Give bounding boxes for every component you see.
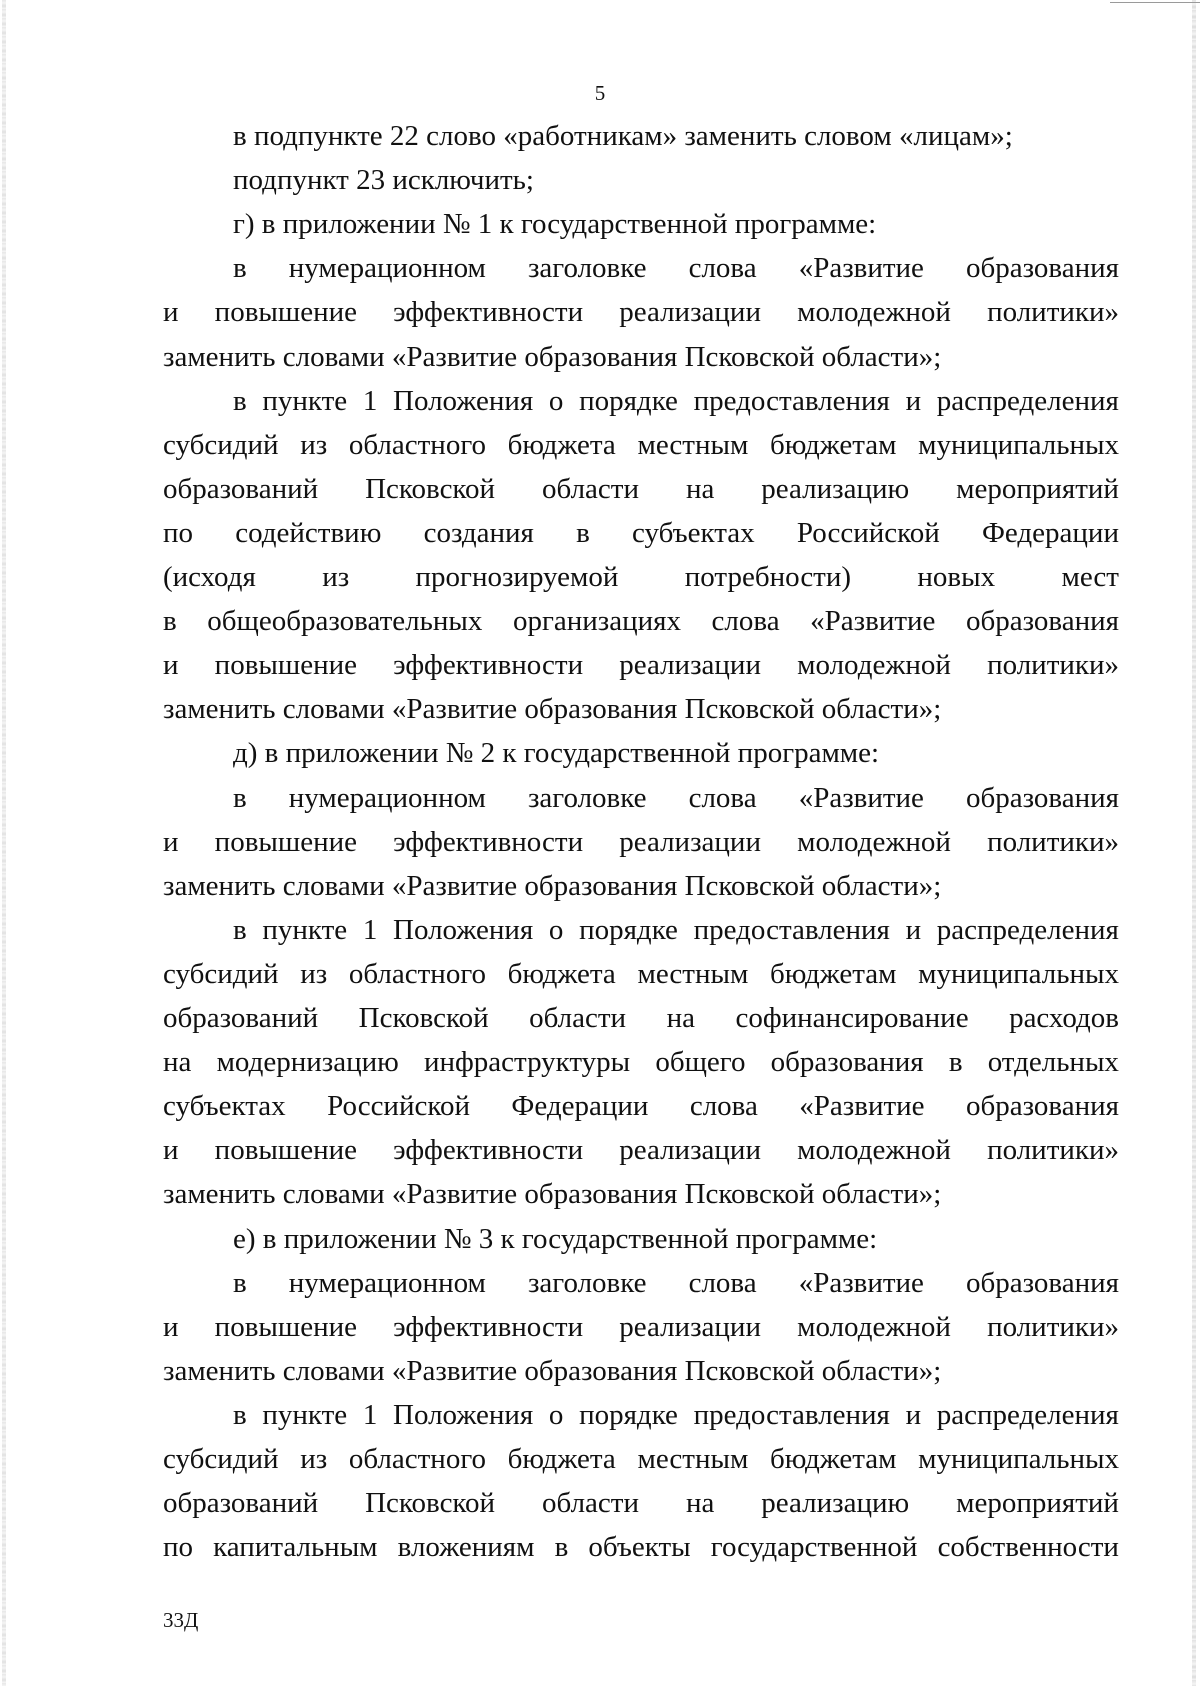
text-line: субъектах Российской Федерации слова «Развитие образования	[163, 1090, 1119, 1122]
text-line: и повышение эффективности реализации молодежной политики»	[163, 1134, 1119, 1166]
text-line: субсидий из областного бюджета местным бюджетам муниципальных	[163, 429, 1119, 461]
text-line: д) в приложении № 2 к государственной программе:	[233, 737, 880, 769]
text-line: заменить словами «Развитие образования Псковской области»;	[163, 1355, 942, 1387]
text-line: заменить словами «Развитие образования Псковской области»;	[163, 341, 942, 373]
text-line: заменить словами «Развитие образования Псковской области»;	[163, 870, 942, 902]
text-line: в пункте 1 Положения о порядке предоставления и распределения	[233, 1399, 1119, 1431]
text-line: образований Псковской области на реализацию мероприятий	[163, 473, 1119, 505]
text-line: в подпункте 22 слово «работникам» заменить словом «лицам»;	[233, 120, 1013, 152]
text-line: (исходя из прогнозируемой потребности) новых мест	[163, 561, 1119, 593]
text-line: субсидий из областного бюджета местным бюджетам муниципальных	[163, 1443, 1119, 1475]
text-line: и повышение эффективности реализации молодежной политики»	[163, 296, 1119, 328]
footer-code: 33Д	[163, 1608, 199, 1632]
page-number: 5	[594, 81, 606, 105]
text-line: образований Псковской области на софинансирование расходов	[163, 1002, 1119, 1034]
text-line: в пункте 1 Положения о порядке предоставления и распределения	[233, 914, 1119, 946]
text-line: и повышение эффективности реализации молодежной политики»	[163, 649, 1119, 681]
text-line: и повышение эффективности реализации молодежной политики»	[163, 826, 1119, 858]
text-line: в нумерационном заголовке слова «Развитие образования	[233, 1267, 1119, 1299]
text-line: по содействию создания в субъектах Российской Федерации	[163, 517, 1119, 549]
scan-edge-left	[2, 0, 6, 1686]
text-line: г) в приложении № 1 к государственной программе:	[233, 208, 877, 240]
scan-edge-right	[1192, 0, 1196, 1686]
text-line: заменить словами «Развитие образования Псковской области»;	[163, 1178, 942, 1210]
text-line: и повышение эффективности реализации молодежной политики»	[163, 1311, 1119, 1343]
text-line: по капитальным вложениям в объекты государственной собственности	[163, 1531, 1119, 1563]
text-line: в нумерационном заголовке слова «Развитие образования	[233, 782, 1119, 814]
text-line: в пункте 1 Положения о порядке предоставления и распределения	[233, 385, 1119, 417]
text-line: образований Псковской области на реализацию мероприятий	[163, 1487, 1119, 1519]
text-line: на модернизацию инфраструктуры общего образования в отдельных	[163, 1046, 1119, 1078]
text-line: е) в приложении № 3 к государственной программе:	[233, 1223, 878, 1255]
text-line: подпункт 23 исключить;	[233, 164, 534, 196]
text-line: субсидий из областного бюджета местным бюджетам муниципальных	[163, 958, 1119, 990]
scan-corner-line	[1110, 2, 1200, 3]
text-line: заменить словами «Развитие образования Псковской области»;	[163, 693, 942, 725]
text-line: в нумерационном заголовке слова «Развитие образования	[233, 252, 1119, 284]
text-line: в общеобразовательных организациях слова «Развитие образования	[163, 605, 1119, 637]
